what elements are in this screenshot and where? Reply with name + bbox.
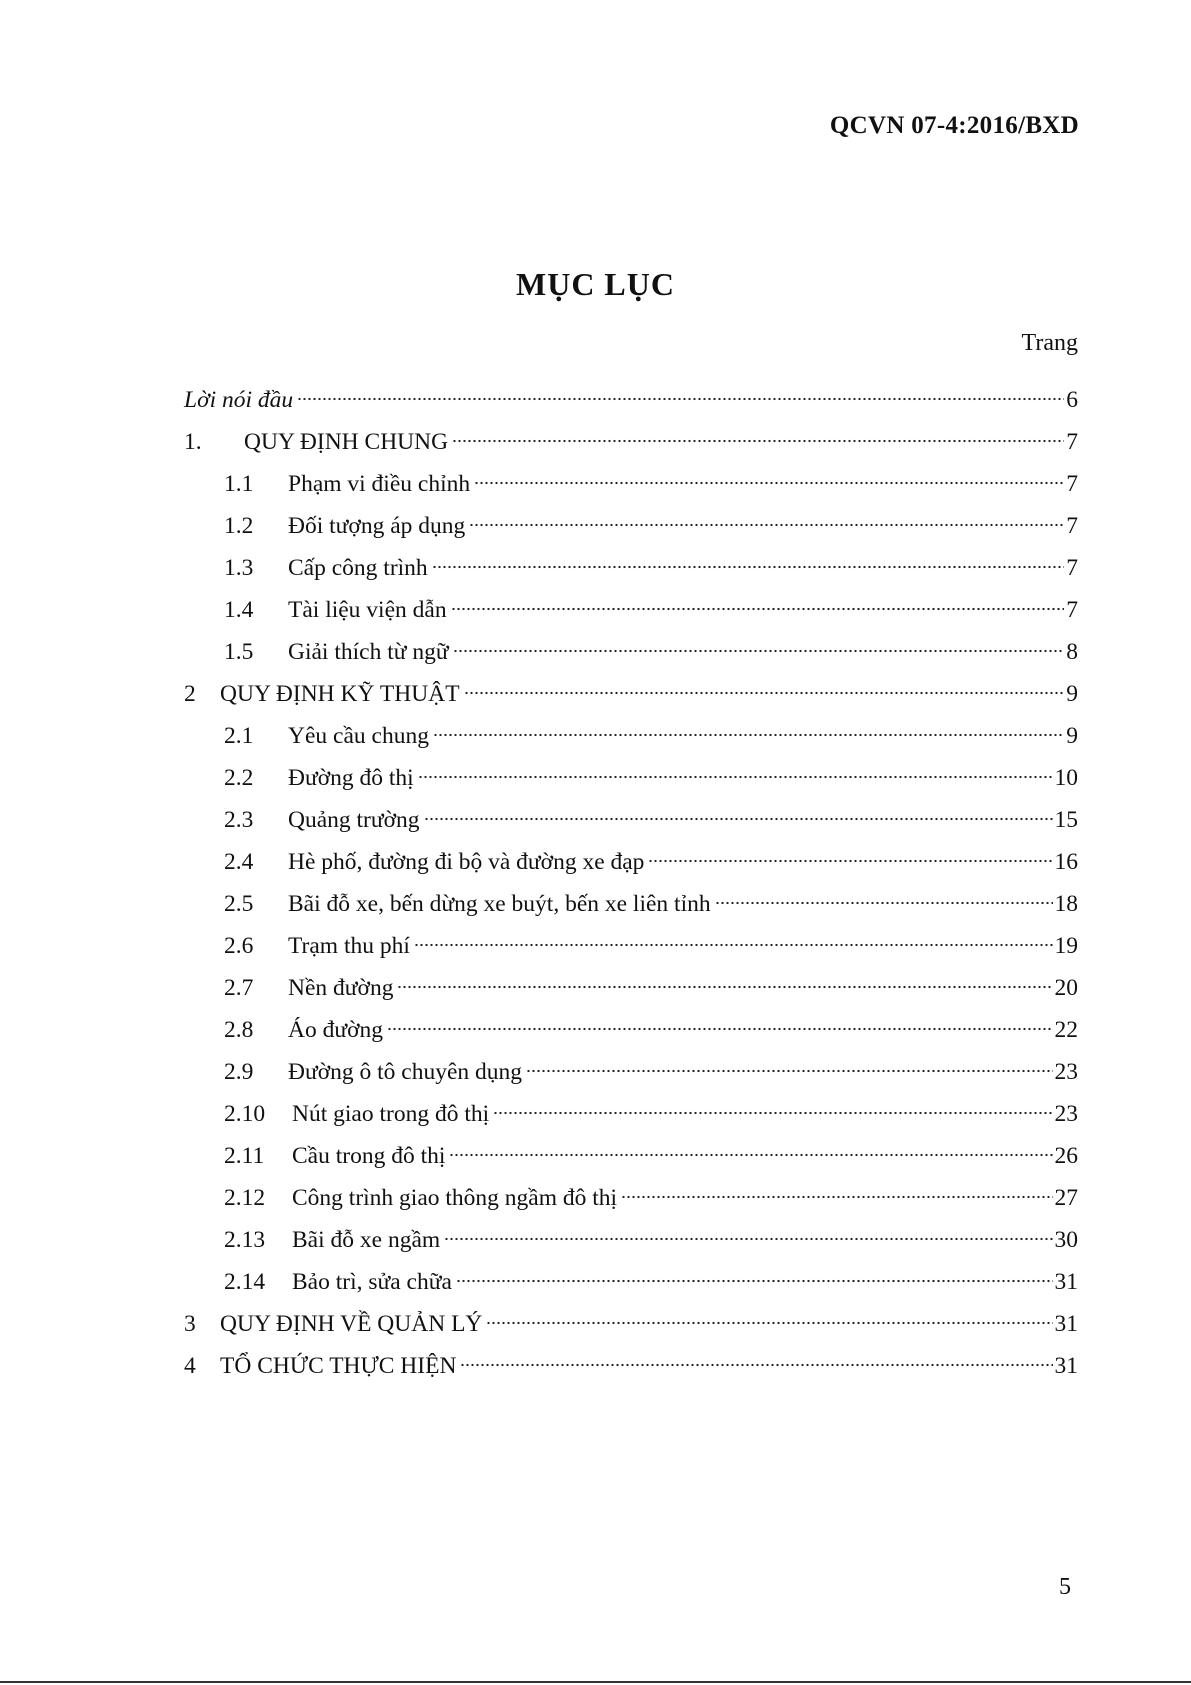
toc-entry[interactable]	[184, 1177, 1078, 1219]
toc-entry-label: Lời nói đầu	[184, 387, 294, 413]
toc-entry-number: 3	[184, 1311, 196, 1337]
toc-title: MỤC LỤC	[516, 266, 675, 302]
toc-entry[interactable]	[184, 505, 1078, 547]
toc-entry-number: 2.10	[224, 1101, 266, 1127]
dot-leader	[526, 1069, 1052, 1073]
toc-entry[interactable]	[184, 421, 1078, 463]
dot-leader	[456, 1279, 1053, 1283]
toc-entry-page: 23	[1054, 1101, 1078, 1127]
toc-entry-number: 1.2	[224, 513, 254, 539]
toc-entry-label: Công trình giao thông ngầm đô thị	[292, 1185, 618, 1211]
toc-entry-label: Đường đô thị	[288, 765, 414, 791]
toc-entry[interactable]	[184, 631, 1078, 673]
toc-entry[interactable]	[184, 1303, 1078, 1345]
toc-entry-label: Bãi đỗ xe ngầm	[292, 1227, 441, 1253]
toc-entry-label: Giải thích từ ngữ	[288, 639, 449, 665]
toc-entry[interactable]	[184, 925, 1078, 967]
toc-entry[interactable]	[184, 547, 1078, 589]
toc-entry[interactable]	[184, 1345, 1078, 1387]
toc-entry-label: Yêu cầu chung	[288, 723, 429, 749]
toc-entry-number: 1.4	[224, 597, 254, 623]
toc-entry-page: 31	[1054, 1311, 1078, 1337]
toc-entry-page: 30	[1054, 1227, 1078, 1253]
toc-entry-number: 2.11	[224, 1143, 265, 1169]
dot-leader	[474, 481, 1064, 485]
toc-entry-number: 2.4	[224, 849, 254, 875]
toc-entry-page: 26	[1054, 1143, 1078, 1169]
toc-entry-page: 19	[1054, 933, 1078, 959]
dot-leader	[432, 565, 1064, 569]
toc-entry-page: 23	[1054, 1059, 1078, 1085]
page-number: 5	[1059, 1574, 1071, 1600]
toc-entry-label: Nền đường	[288, 975, 394, 1001]
toc-entry-number: 1.1	[224, 471, 254, 497]
dot-leader	[453, 649, 1064, 653]
toc-entry[interactable]	[184, 757, 1078, 799]
toc-entry-label: Nút giao trong đô thị	[292, 1101, 490, 1127]
toc-entry-page: 9	[1066, 723, 1078, 749]
toc-entry-label: Cấp công trình	[288, 555, 428, 581]
toc-entry-page: 15	[1054, 807, 1078, 833]
dot-leader	[469, 523, 1064, 527]
toc-entry[interactable]	[184, 715, 1078, 757]
toc-entry-page: 7	[1066, 429, 1078, 455]
toc-entry-page: 20	[1054, 975, 1078, 1001]
toc-entry-label: Bãi đỗ xe, bến dừng xe buýt, bến xe liên tỉnh	[288, 891, 711, 917]
bottom-rule	[0, 1681, 1191, 1683]
toc-entry-label: QUY ĐỊNH KỸ THUẬT	[220, 681, 460, 707]
toc-entry-number: 4	[184, 1353, 196, 1379]
dot-leader	[414, 943, 1053, 947]
toc-entry[interactable]	[184, 1093, 1078, 1135]
toc-entry[interactable]	[184, 379, 1078, 421]
toc-entry-label: TỔ CHỨC THỰC HIỆN	[220, 1353, 457, 1379]
toc-entry-number: 2.14	[224, 1269, 266, 1295]
document-code: QCVN 07-4:2016/BXD	[829, 112, 1079, 139]
dot-leader	[418, 775, 1053, 779]
dot-leader	[297, 397, 1064, 401]
toc-entry-label: Đối tượng áp dụng	[288, 513, 466, 539]
toc-entry-page: 6	[1066, 387, 1078, 413]
dot-leader	[451, 607, 1064, 611]
toc-entry-page: 27	[1054, 1185, 1078, 1211]
toc-entry-label: Tài liệu viện dẫn	[288, 597, 447, 623]
toc-entry-number: 1.3	[224, 555, 254, 581]
toc-entry-label: QUY ĐỊNH CHUNG	[244, 429, 449, 455]
toc-entry-number: 2.1	[224, 723, 254, 749]
dot-leader	[444, 1237, 1052, 1241]
toc-entry-page: 16	[1054, 849, 1078, 875]
toc-entry-page: 22	[1054, 1017, 1078, 1043]
toc-entry-number: 1.5	[224, 639, 254, 665]
dot-leader	[452, 439, 1064, 443]
toc-entry-number: 2.8	[224, 1017, 254, 1043]
toc-entry-page: 8	[1066, 639, 1078, 665]
toc-entry-page: 7	[1066, 597, 1078, 623]
page-column-label: Trang	[1021, 330, 1078, 356]
toc-entry-page: 18	[1054, 891, 1078, 917]
toc-entry-number: 2.3	[224, 807, 254, 833]
toc-entry-label: Quảng trường	[288, 807, 420, 833]
dot-leader	[433, 733, 1064, 737]
toc-entry-label: QUY ĐỊNH VỀ QUẢN LÝ	[220, 1311, 483, 1337]
toc-entry[interactable]	[184, 883, 1078, 925]
toc-entry[interactable]	[184, 799, 1078, 841]
dot-leader	[648, 859, 1052, 863]
toc-entry[interactable]	[184, 1135, 1078, 1177]
toc-entry-label: Đường ô tô chuyên dụng	[288, 1059, 523, 1085]
dot-leader	[715, 901, 1053, 905]
toc-entry-label: Hè phố, đường đi bộ và đường xe đạp	[288, 849, 645, 875]
toc-entry-label: Phạm vi điều chỉnh	[288, 471, 471, 497]
table-of-contents	[184, 379, 1078, 1387]
dot-leader	[621, 1195, 1052, 1199]
toc-entry-label: Trạm thu phí	[288, 933, 410, 959]
toc-entry-number: 2.9	[224, 1059, 254, 1085]
toc-entry-page: 7	[1066, 555, 1078, 581]
toc-entry[interactable]	[184, 1219, 1078, 1261]
dot-leader	[464, 691, 1064, 695]
toc-entry[interactable]	[184, 967, 1078, 1009]
toc-entry[interactable]	[184, 589, 1078, 631]
toc-entry-number: 2.6	[224, 933, 254, 959]
toc-entry-page: 31	[1054, 1269, 1078, 1295]
toc-entry[interactable]	[184, 463, 1078, 505]
dot-leader	[486, 1321, 1052, 1325]
toc-entry-label: Bảo trì, sửa chữa	[292, 1269, 452, 1295]
dot-leader	[387, 1027, 1052, 1031]
dot-leader	[449, 1153, 1052, 1157]
toc-entry-label: Áo đường	[288, 1017, 384, 1043]
toc-entry-number: 2.5	[224, 891, 254, 917]
toc-entry[interactable]	[184, 1261, 1078, 1303]
toc-entry-page: 9	[1066, 681, 1078, 707]
toc-entry-number: 2.13	[224, 1227, 266, 1253]
toc-entry-label: Cầu trong đô thị	[292, 1143, 446, 1169]
toc-entry-page: 7	[1066, 513, 1078, 539]
toc-entry-number: 2.2	[224, 765, 254, 791]
dot-leader	[397, 985, 1052, 989]
toc-entry[interactable]	[184, 673, 1078, 715]
dot-leader	[460, 1363, 1052, 1367]
toc-entry-number: 2.12	[224, 1185, 266, 1211]
toc-entry[interactable]	[184, 841, 1078, 883]
toc-entry[interactable]	[184, 1009, 1078, 1051]
toc-entry-number: 2.7	[224, 975, 254, 1001]
toc-entry-page: 7	[1066, 471, 1078, 497]
toc-entry-page: 31	[1054, 1353, 1078, 1379]
dot-leader	[424, 817, 1053, 821]
toc-entry[interactable]	[184, 1051, 1078, 1093]
toc-entry-page: 10	[1054, 765, 1078, 791]
dot-leader	[493, 1111, 1052, 1115]
toc-entry-number: 1.	[184, 429, 202, 455]
toc-entry-number: 2	[184, 681, 196, 707]
